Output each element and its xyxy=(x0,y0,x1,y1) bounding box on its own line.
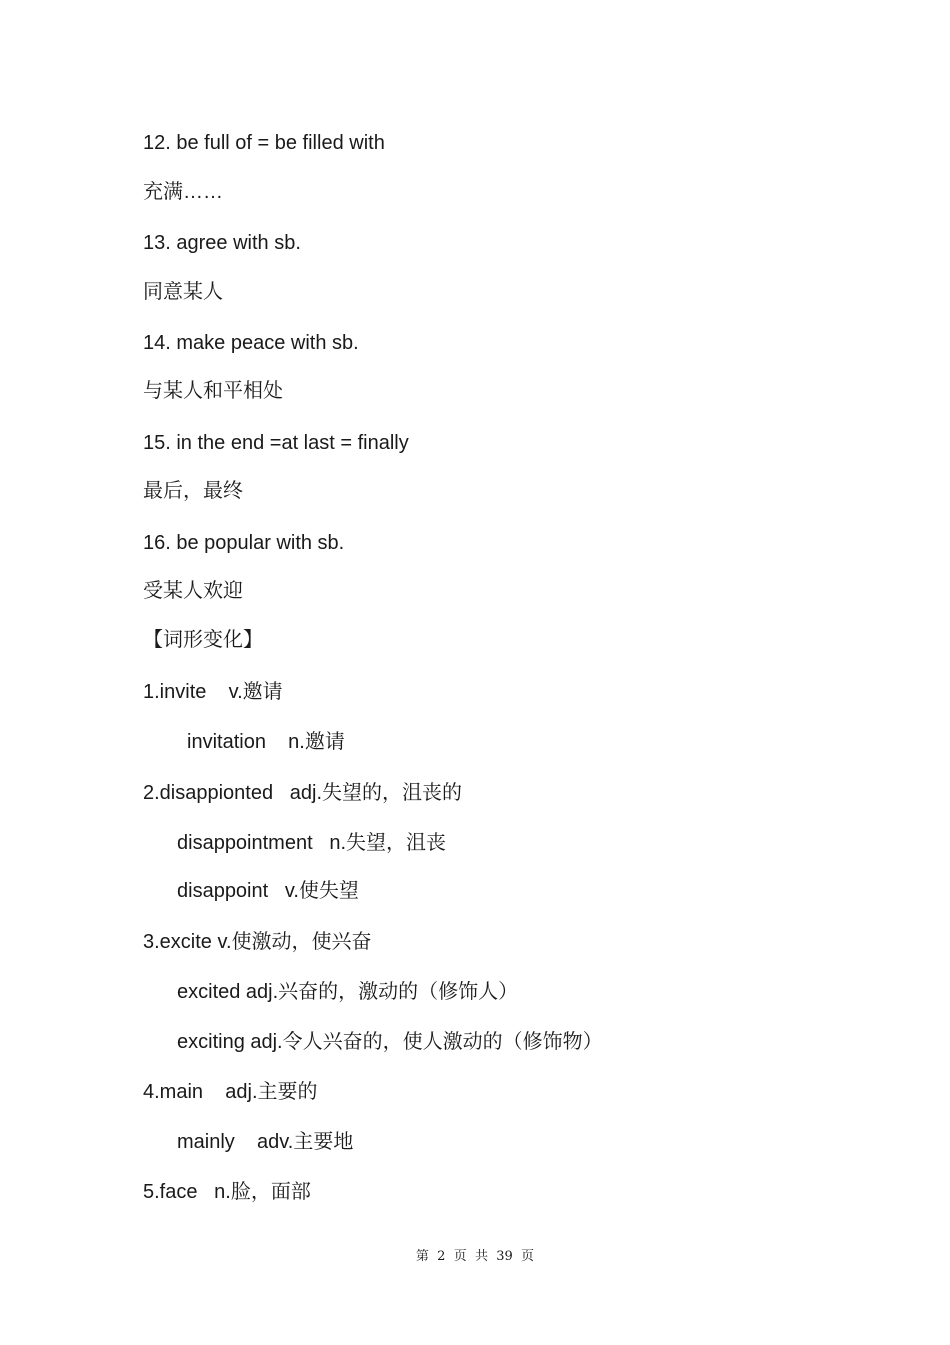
phrase-15: 15. in the end =at last = finally xyxy=(143,432,409,454)
phrase-13: 13. agree with sb. xyxy=(143,232,301,254)
page-number-footer: 第 2 页 共 39 页 xyxy=(415,1249,535,1264)
phrase-16-meaning: 受某人欢迎 xyxy=(143,580,243,602)
word-4: 4.main adj.主要的 xyxy=(143,1081,318,1103)
section-heading: 【词形变化】 xyxy=(143,629,263,651)
phrase-12: 12. be full of = be filled with xyxy=(143,132,385,154)
phrase-14-meaning: 与某人和平相处 xyxy=(143,380,283,402)
word-3-form-b: exciting adj.令人兴奋的，使人激动的（修饰物） xyxy=(177,1031,603,1053)
word-5: 5.face n.脸，面部 xyxy=(143,1181,311,1203)
word-4-form: mainly adv.主要地 xyxy=(177,1131,354,1153)
word-1: 1.invite v.邀请 xyxy=(143,681,283,703)
word-3: 3.excite v.使激动，使兴奋 xyxy=(143,931,372,953)
word-1-form: invitation n.邀请 xyxy=(187,731,345,753)
word-3-form-a: excited adj.兴奋的，激动的（修饰人） xyxy=(177,981,519,1003)
word-2-form-a: disappointment n.失望，沮丧 xyxy=(177,832,446,854)
word-2-form-b: disappoint v.使失望 xyxy=(177,880,359,902)
phrase-12-meaning: 充满…… xyxy=(143,181,223,203)
phrase-13-meaning: 同意某人 xyxy=(143,281,223,303)
phrase-14: 14. make peace with sb. xyxy=(143,332,359,354)
phrase-16: 16. be popular with sb. xyxy=(143,532,345,554)
word-2: 2.disappionted adj.失望的，沮丧的 xyxy=(143,782,463,804)
phrase-15-meaning: 最后，最终 xyxy=(143,480,243,502)
